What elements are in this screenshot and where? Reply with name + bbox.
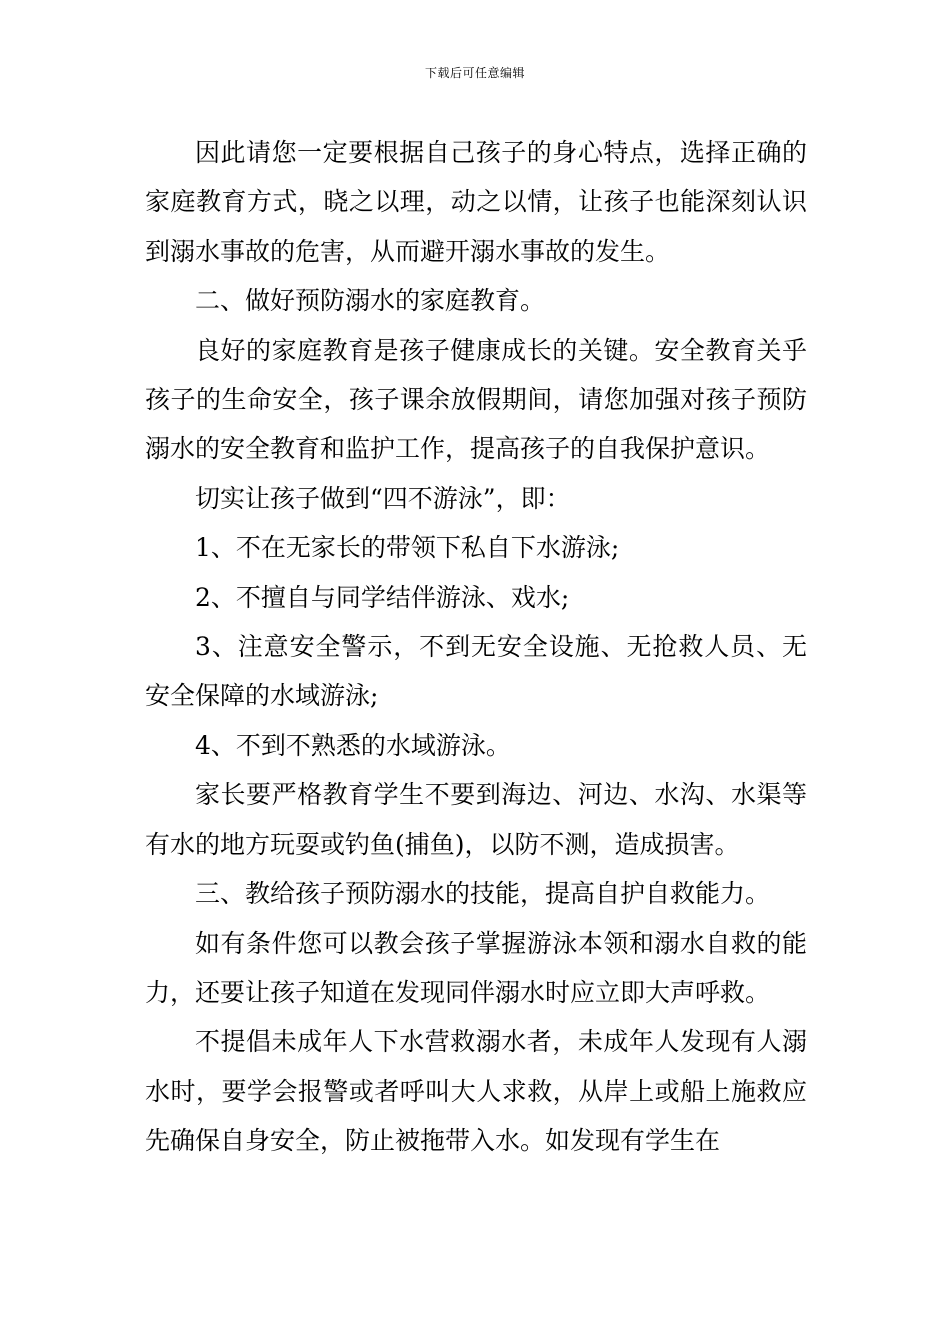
paragraph-parents-warning: 家长要严格教育学生不要到海边、河边、水沟、水渠等有水的地方玩耍或钓鱼(捕鱼)，以防不测，造成损害。 — [145, 780, 807, 859]
page-header: 下载后可任意编辑 — [424, 66, 525, 80]
document-body — [145, 128, 807, 1166]
list-item-1: 1、不在无家长的带领下私自下水游泳; — [195, 533, 620, 563]
paragraph-family-education: 良好的家庭教育是孩子健康成长的关键。安全教育关乎孩子的生命安全，孩子课余放假期间，请您加强对孩子预防溺水的安全教育和监护工作，提高孩子的自我保护意识。 — [145, 335, 807, 464]
list-item-4: 4、不到不熟悉的水域游泳。 — [195, 730, 511, 760]
section-heading-2: 二、做好预防溺水的家庭教育。 — [195, 286, 546, 316]
paragraph-swimming-skills: 如有条件您可以教会孩子掌握游泳本领和溺水自救的能力，还要让孩子知道在发现同伴溺水时应立即大声呼救。 — [145, 928, 807, 1007]
section-heading-3: 三、教给孩子预防溺水的技能，提高自护自救能力。 — [195, 879, 771, 909]
paragraph-rescue-advice: 不提倡未成年人下水营救溺水者，未成年人发现有人溺水时，要学会报警或者呼叫大人求救，从岸上或船上施救应先确保自身安全，防止被拖带入水。如发现有学生在 — [145, 1027, 807, 1156]
paragraph-intro: 因此请您一定要根据自己孩子的身心特点，选择正确的家庭教育方式，晓之以理，动之以情，让孩子也能深刻认识到溺水事故的危害，从而避开溺水事故的发生。 — [145, 138, 807, 266]
list-item-2: 2、不擅自与同学结伴游泳、戏水; — [195, 582, 570, 612]
paragraph-four-rules-intro: 切实让孩子做到“四不游泳”，即： — [195, 483, 571, 513]
list-item-3: 3、注意安全警示，不到无安全设施、无抢救人员、无安全保障的水域游泳; — [145, 632, 807, 711]
